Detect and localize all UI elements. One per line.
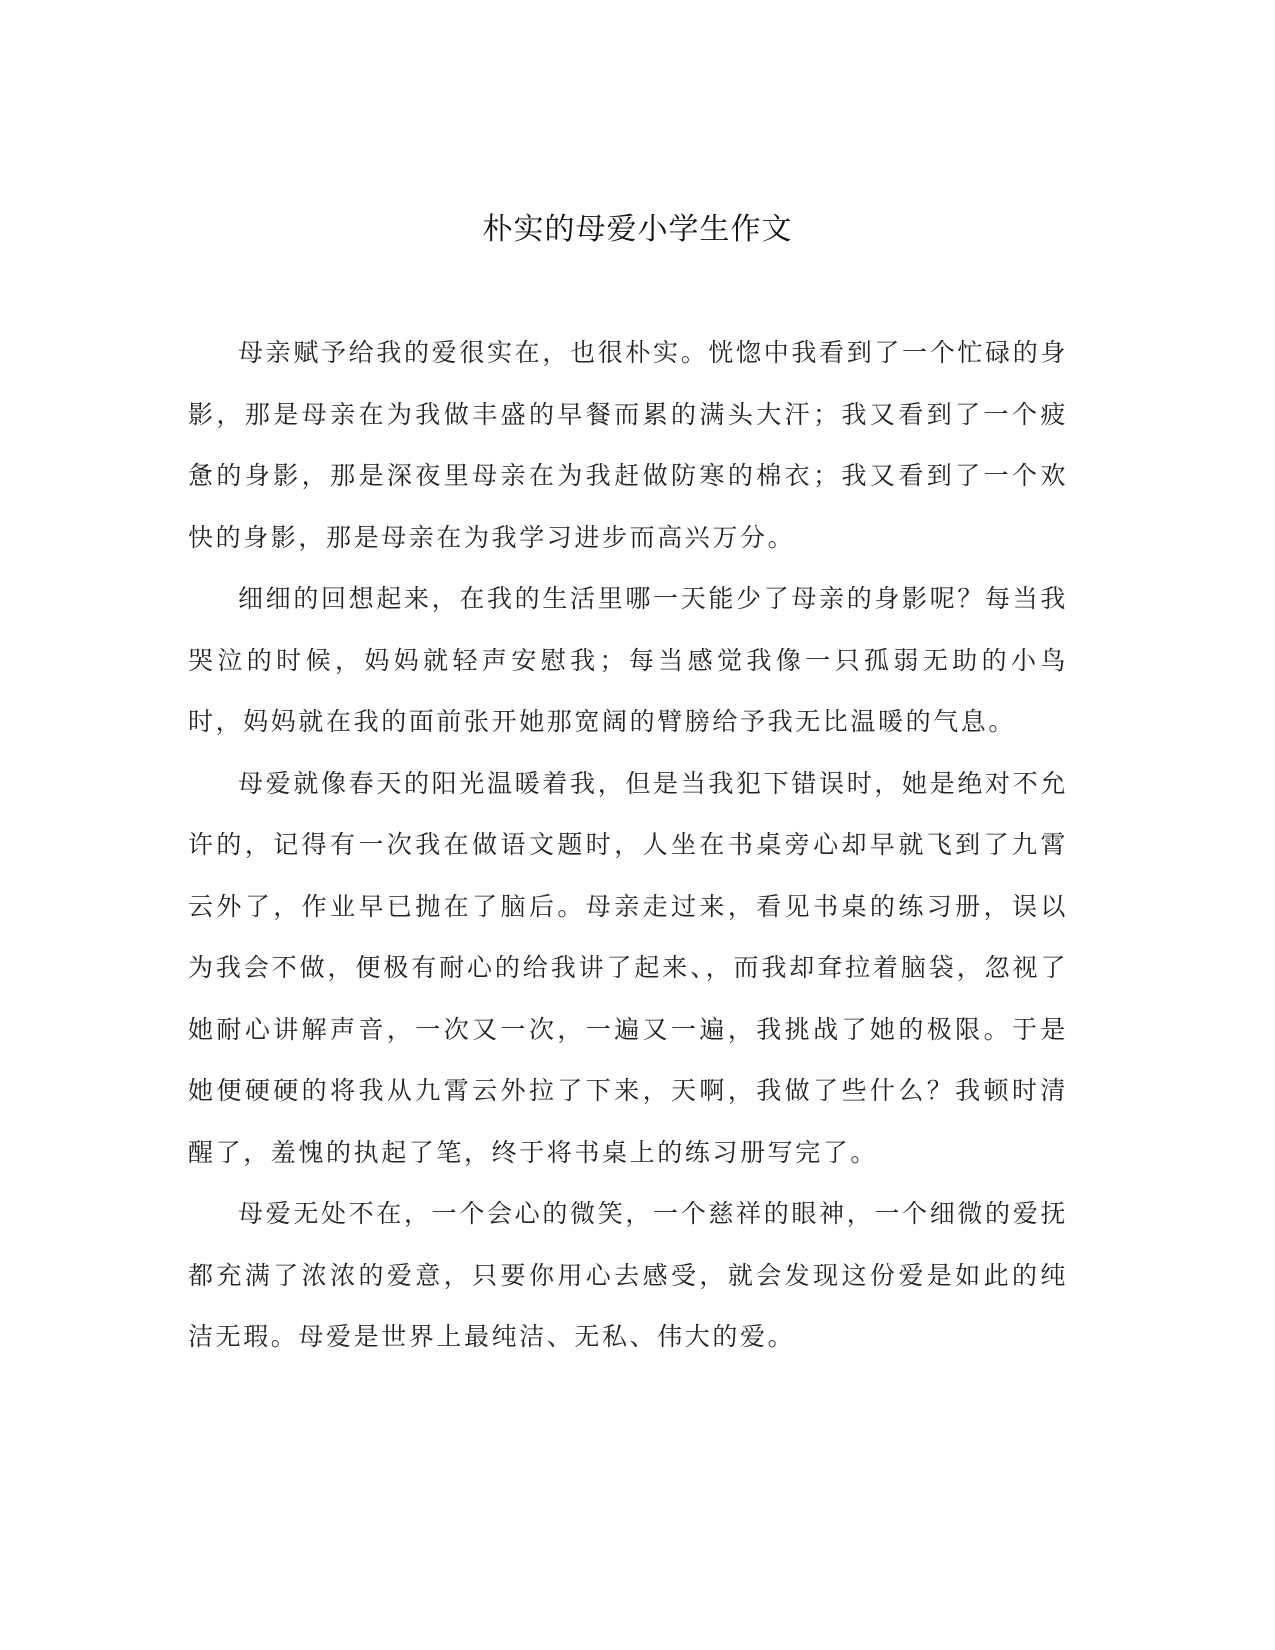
document-body xyxy=(188,322,1068,1368)
document-title: 朴实的母爱小学生作文 xyxy=(482,212,793,247)
paragraph-1: 母亲赋予给我的爱很实在，也很朴实。恍惚中我看到了一个忙碌的身影，那是母亲在为我做丰盛的早餐而累的满头大汗；我又看到了一个疲惫的身影，那是深夜里母亲在为我赶做防寒的棉衣；我又看到了一个欢快的身影，那是母亲在为我学习进步而高兴万分。 xyxy=(188,338,1068,552)
paragraph-2: 细细的回想起来，在我的生活里哪一天能少了母亲的身影呢？每当我哭泣的时候，妈妈就轻声安慰我；每当感觉我像一只孤弱无助的小鸟时，妈妈就在我的面前张开她那宽阔的臂膀给予我无比温暖的气息。 xyxy=(188,584,1068,736)
paragraph-4: 母爱无处不在，一个会心的微笑，一个慈祥的眼神，一个细微的爱抚都充满了浓浓的爱意，只要你用心去感受，就会发现这份爱是如此的纯洁无瑕。母爱是世界上最纯洁、无私、伟大的爱。 xyxy=(188,1199,1068,1351)
paragraph-3: 母爱就像春天的阳光温暖着我，但是当我犯下错误时，她是绝对不允许的，记得有一次我在做语文题时，人坐在书桌旁心却早就飞到了九霄云外了，作业早已抛在了脑后。母亲走过来，看见书桌的练习册，误以为我会不做，便极有耐心的给我讲了起来、，而我却耷拉着脑袋，忽视了她耐心讲解声音，一次又一次，一遍又一遍，我挑战了她的极限。于是她便硬硬的将我从九霄云外拉了下来，天啊，我做了些什么？我顿时清醒了，羞愧的执起了笔，终于将书桌上的练习册写完了。 xyxy=(188,768,1068,1167)
